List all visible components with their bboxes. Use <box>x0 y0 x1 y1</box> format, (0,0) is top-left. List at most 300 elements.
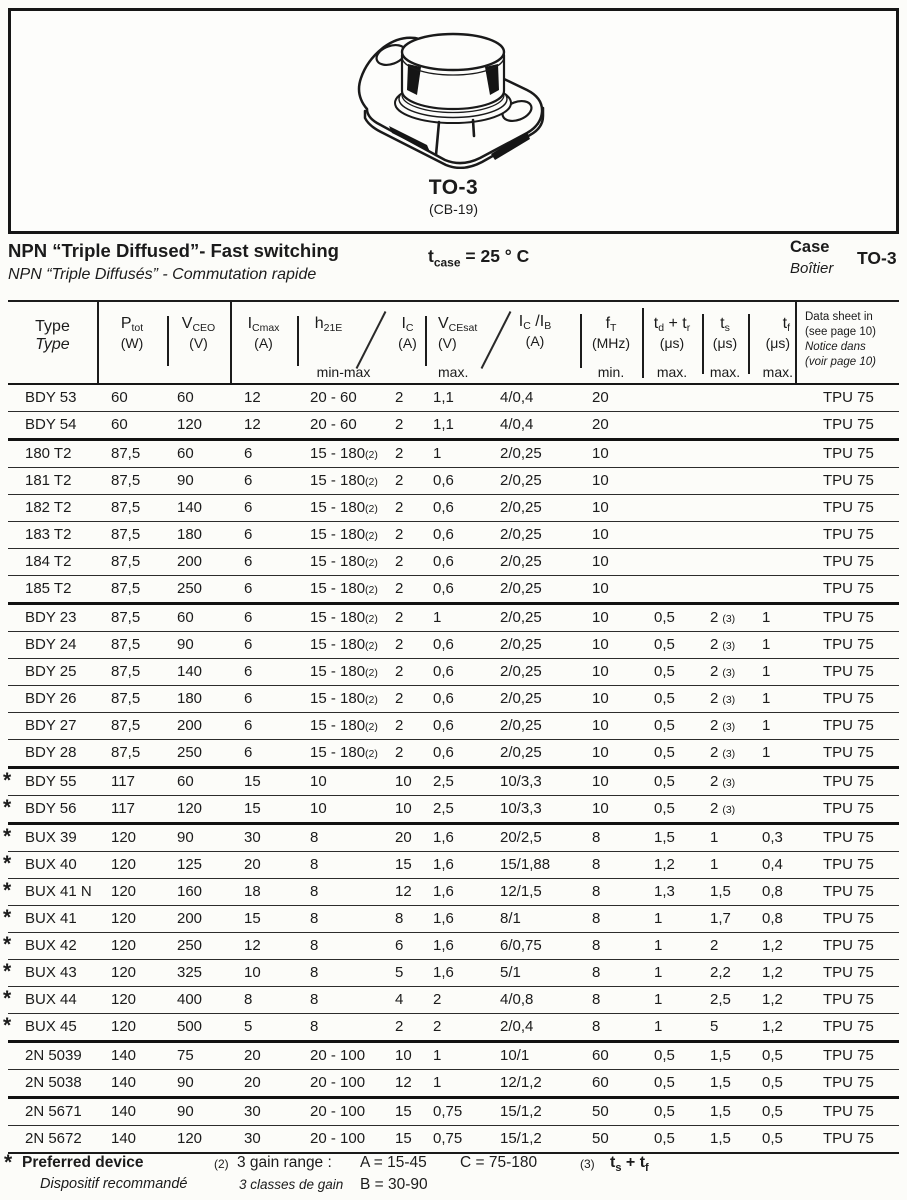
type-cell: BUX 41 <box>25 910 77 927</box>
ft-cell: 10 <box>592 663 609 680</box>
col-header-icmax: $I_{Cmax}$ (A) <box>247 315 280 351</box>
ic-cell: 2 <box>395 445 404 462</box>
ft-cell: 10 <box>592 717 609 734</box>
ts-cell: 2,2 <box>710 964 731 981</box>
vcesat-cell: 0,6 <box>433 499 454 516</box>
preferred-star-icon: * <box>3 987 12 1010</box>
table-row <box>8 522 899 549</box>
vceo-cell: 160 <box>177 883 203 900</box>
datasheet-cell: TPU 75 <box>823 472 874 489</box>
ts-cell: 1,5 <box>710 1047 731 1064</box>
ft-cell: 10 <box>592 553 609 570</box>
tf-cell <box>748 385 795 412</box>
table-row <box>8 713 899 740</box>
datasheet-cell: TPU 75 <box>823 910 874 927</box>
tdtr-cell: 0,5 <box>654 773 675 790</box>
type-cell: BDY 25 <box>25 663 77 680</box>
datasheet-cell: TPU 75 <box>823 690 874 707</box>
preferred-star-icon: * <box>3 796 12 819</box>
ic-cell: 2 <box>395 1018 404 1035</box>
table-row <box>8 659 899 686</box>
col-header-icib: $I_C$ $/I_B$ (A) <box>518 313 552 349</box>
h21e-cell: 8 <box>310 937 319 954</box>
icmax-cell: 20 <box>244 856 261 873</box>
icmax-cell: 20 <box>244 1074 261 1091</box>
ptot-cell: 120 <box>111 937 137 954</box>
icib-cell: 15/1,2 <box>500 1130 542 1147</box>
preferred-star-icon: * <box>3 769 12 792</box>
type-cell: BDY 56 <box>25 800 77 817</box>
icmax-cell: 6 <box>244 663 253 680</box>
col-header-vceo: $V_{CEO}$ (V) <box>181 315 216 351</box>
tdtr-cell: 0,5 <box>654 1130 675 1147</box>
datasheet-cell: TPU 75 <box>823 526 874 543</box>
ts-cell: 1,5 <box>710 1130 731 1147</box>
vceo-cell: 60 <box>177 445 194 462</box>
datasheet-cell: TPU 75 <box>823 856 874 873</box>
table-row <box>8 1126 899 1154</box>
type-cell: 185 T2 <box>25 580 72 597</box>
table-row <box>8 576 899 605</box>
ptot-cell: 87,5 <box>111 636 141 653</box>
col-header-ts: $t_s$ (μs) max. <box>709 315 741 380</box>
datasheet-cell: TPU 75 <box>823 445 874 462</box>
datasheet-cell: TPU 75 <box>823 773 874 790</box>
header-divider <box>580 314 582 368</box>
icib-cell: 2/0,25 <box>500 472 542 489</box>
ts-cell: 2 <box>710 744 719 761</box>
footnote-2-text-fr: 3 classes de gain <box>239 1177 344 1192</box>
header-divider <box>642 308 644 378</box>
tf-cell <box>748 495 795 522</box>
ft-cell: 10 <box>592 744 609 761</box>
tf-cell: 1 <box>762 609 771 626</box>
h21e-cell: 20 - 60 <box>310 389 357 406</box>
icib-cell: 12/1,5 <box>500 883 542 900</box>
icmax-cell: 6 <box>244 499 253 516</box>
table-row <box>8 412 899 441</box>
ts-cell: 1,7 <box>710 910 731 927</box>
vcesat-cell: 0,6 <box>433 580 454 597</box>
vcesat-cell: 1,6 <box>433 937 454 954</box>
ts-cell: 2,5 <box>710 991 731 1008</box>
icmax-cell: 30 <box>244 1130 261 1147</box>
table-row <box>8 1099 899 1126</box>
ft-cell: 8 <box>592 829 601 846</box>
table-row <box>8 468 899 495</box>
tdtr-cell: 0,5 <box>654 717 675 734</box>
ts-footnote-ref: (3) <box>722 667 736 679</box>
h21e-cell: 15 - 180 <box>310 499 366 516</box>
vceo-cell: 60 <box>177 609 194 626</box>
icmax-cell: 30 <box>244 1103 261 1120</box>
page-title-fr: NPN “Triple Diffusés” - Commutation rapide <box>8 266 317 283</box>
ptot-cell: 87,5 <box>111 609 141 626</box>
ts-footnote-ref: (3) <box>722 694 736 706</box>
vcesat-cell: 0,6 <box>433 472 454 489</box>
tf-cell <box>748 441 795 468</box>
table-row <box>3 933 899 960</box>
vceo-cell: 500 <box>177 1018 203 1035</box>
h21e-cell: 15 - 180 <box>310 690 366 707</box>
vceo-cell: 90 <box>177 829 194 846</box>
ptot-cell: 60 <box>111 389 128 406</box>
preferred-star-icon: * <box>3 906 12 929</box>
tf-cell <box>748 468 795 495</box>
vceo-cell: 180 <box>177 690 203 707</box>
icib-cell: 2/0,25 <box>500 690 542 707</box>
icib-cell: 2/0,25 <box>500 717 542 734</box>
ic-cell: 15 <box>395 1103 412 1120</box>
datasheet-cell: TPU 75 <box>823 937 874 954</box>
vcesat-cell: 1,1 <box>433 389 454 406</box>
vceo-cell: 120 <box>177 1130 203 1147</box>
table-row <box>8 441 899 468</box>
vceo-cell: 90 <box>177 1103 194 1120</box>
vcesat-cell: 1,1 <box>433 416 454 433</box>
tdtr-cell: 1 <box>654 910 663 927</box>
icib-cell: 10/3,3 <box>500 773 542 790</box>
tdtr-cell: 0,5 <box>654 690 675 707</box>
icib-cell: 15/1,2 <box>500 1103 542 1120</box>
vcesat-cell: 0,6 <box>433 690 454 707</box>
h21e-cell: 10 <box>310 773 327 790</box>
footnote-2-text: 3 gain range : <box>237 1154 332 1171</box>
ts-cell: 2 <box>710 609 719 626</box>
table-header <box>8 300 899 385</box>
tdtr-cell <box>642 385 702 412</box>
ic-cell: 15 <box>395 856 412 873</box>
tf-cell: 0,5 <box>762 1103 783 1120</box>
table-row <box>3 906 899 933</box>
ts-cell: 2 <box>710 937 719 954</box>
h21e-cell: 15 - 180 <box>310 717 366 734</box>
icib-cell: 15/1,88 <box>500 856 551 873</box>
table-row <box>3 960 899 987</box>
col-header-h21e: $h_{21E}$ min-max <box>314 315 371 380</box>
footnote-3-formula: $t_s + t_f$ <box>610 1154 649 1175</box>
vcesat-cell: 0,6 <box>433 717 454 734</box>
h21e-footnote-ref: (2) <box>365 694 378 706</box>
icmax-cell: 5 <box>244 1018 253 1035</box>
table-row <box>8 1070 899 1099</box>
h21e-cell: 10 <box>310 800 327 817</box>
h21e-footnote-ref: (2) <box>365 748 378 760</box>
ft-cell: 20 <box>592 389 609 406</box>
ts-footnote-ref: (3) <box>722 640 736 652</box>
table-row <box>8 495 899 522</box>
vcesat-cell: 1 <box>433 1047 442 1064</box>
header-divider <box>230 302 232 383</box>
type-cell: BUX 39 <box>25 829 77 846</box>
table-row <box>3 769 899 796</box>
table-row <box>3 1014 899 1043</box>
package-name: TO-3 <box>428 176 479 199</box>
ts-footnote-ref: (3) <box>722 721 736 733</box>
ft-cell: 10 <box>592 526 609 543</box>
vcesat-cell: 0,6 <box>433 553 454 570</box>
type-cell: 2N 5671 <box>25 1103 82 1120</box>
ic-cell: 2 <box>395 472 404 489</box>
ptot-cell: 117 <box>111 773 135 790</box>
vceo-cell: 120 <box>177 416 203 433</box>
tdtr-cell: 1 <box>654 991 663 1008</box>
ts-cell: 2 <box>710 773 719 790</box>
table-row <box>8 605 899 632</box>
ic-cell: 2 <box>395 499 404 516</box>
vcesat-cell: 1,6 <box>433 910 454 927</box>
ic-cell: 2 <box>395 609 404 626</box>
ft-cell: 10 <box>592 580 609 597</box>
ft-cell: 50 <box>592 1103 609 1120</box>
ic-cell: 12 <box>395 883 412 900</box>
preferred-star-icon: * <box>3 960 12 983</box>
package-code: (CB-19) <box>428 201 478 217</box>
vceo-cell: 200 <box>177 717 203 734</box>
icmax-cell: 6 <box>244 445 253 462</box>
vceo-cell: 60 <box>177 389 194 406</box>
type-cell: BDY 54 <box>25 416 77 433</box>
tf-cell <box>748 576 795 603</box>
icmax-cell: 10 <box>244 964 261 981</box>
ic-cell: 6 <box>395 937 404 954</box>
tf-cell: 1 <box>762 663 771 680</box>
ptot-cell: 87,5 <box>111 526 141 543</box>
ic-cell: 4 <box>395 991 404 1008</box>
ic-cell: 20 <box>395 829 412 846</box>
ft-cell: 10 <box>592 636 609 653</box>
header-divider <box>795 302 797 383</box>
ic-cell: 10 <box>395 1047 412 1064</box>
vcesat-cell: 1,6 <box>433 829 454 846</box>
tf-cell: 1,2 <box>762 937 783 954</box>
tdtr-cell: 0,5 <box>654 800 675 817</box>
icib-cell: 2/0,25 <box>500 499 542 516</box>
ts-cell: 1,5 <box>710 1074 731 1091</box>
ts-footnote-ref: (3) <box>722 804 736 816</box>
datasheet-cell: TPU 75 <box>823 964 874 981</box>
vceo-cell: 125 <box>177 856 203 873</box>
vcesat-cell: 0,6 <box>433 744 454 761</box>
vceo-cell: 325 <box>177 964 203 981</box>
datasheet-cell: TPU 75 <box>823 1047 874 1064</box>
h21e-cell: 8 <box>310 1018 319 1035</box>
datasheet-cell: TPU 75 <box>823 609 874 626</box>
ft-cell: 8 <box>592 964 601 981</box>
ic-cell: 12 <box>395 1074 412 1091</box>
vcesat-cell: 0,6 <box>433 526 454 543</box>
icmax-cell: 20 <box>244 1047 261 1064</box>
table-row <box>8 686 899 713</box>
tf-cell: 1,2 <box>762 1018 783 1035</box>
h21e-footnote-ref: (2) <box>365 640 378 652</box>
h21e-footnote-ref: (2) <box>365 584 378 596</box>
table-row <box>8 740 899 769</box>
tdtr-cell <box>642 441 702 468</box>
vceo-cell: 250 <box>177 744 203 761</box>
footnote-3-label: (3) <box>580 1157 595 1171</box>
type-cell: BDY 53 <box>25 389 77 406</box>
ic-cell: 2 <box>395 636 404 653</box>
device-table <box>3 300 899 1154</box>
tf-cell <box>748 549 795 576</box>
table-row <box>8 549 899 576</box>
footnotes <box>4 1151 899 1199</box>
table-row <box>3 852 899 879</box>
ft-cell: 60 <box>592 1047 609 1064</box>
tcase-condition: $t_{case} = 25$ ° C <box>428 246 530 270</box>
col-header-ft: $f_T$ (MHz) min. <box>591 315 631 380</box>
header-divider <box>425 316 427 366</box>
datasheet-cell: TPU 75 <box>823 1130 874 1147</box>
type-cell: 2N 5039 <box>25 1047 82 1064</box>
table-row <box>3 825 899 852</box>
type-cell: 181 T2 <box>25 472 72 489</box>
ts-cell: 2 <box>710 663 719 680</box>
datasheet-cell: TPU 75 <box>823 829 874 846</box>
preferred-star-icon: * <box>3 1014 12 1037</box>
icmax-cell: 12 <box>244 416 261 433</box>
ic-cell: 5 <box>395 964 404 981</box>
icmax-cell: 6 <box>244 580 253 597</box>
h21e-cell: 15 - 180 <box>310 580 366 597</box>
vcesat-cell: 0,6 <box>433 663 454 680</box>
icib-cell: 2/0,25 <box>500 636 542 653</box>
ptot-cell: 140 <box>111 1047 137 1064</box>
ic-cell: 2 <box>395 416 404 433</box>
tdtr-cell: 1,2 <box>654 856 675 873</box>
tdtr-cell <box>642 522 702 549</box>
datasheet-cell: TPU 75 <box>823 1018 874 1035</box>
icmax-cell: 15 <box>244 800 261 817</box>
tdtr-cell: 1 <box>654 937 663 954</box>
icib-cell: 2/0,25 <box>500 553 542 570</box>
header-divider <box>748 314 750 374</box>
tf-cell: 0,5 <box>762 1047 783 1064</box>
datasheet-cell: TPU 75 <box>823 883 874 900</box>
ic-cell: 2 <box>395 717 404 734</box>
ft-cell: 8 <box>592 1018 601 1035</box>
vceo-cell: 200 <box>177 910 203 927</box>
h21e-cell: 20 - 100 <box>310 1074 366 1091</box>
h21e-cell: 15 - 180 <box>310 553 366 570</box>
tf-cell: 1 <box>762 690 771 707</box>
type-cell: BUX 42 <box>25 937 77 954</box>
vceo-cell: 250 <box>177 580 203 597</box>
ft-cell: 8 <box>592 856 601 873</box>
type-cell: BUX 45 <box>25 1018 77 1035</box>
vcesat-cell: 1,6 <box>433 856 454 873</box>
tf-cell: 0,5 <box>762 1074 783 1091</box>
vceo-cell: 90 <box>177 472 194 489</box>
h21e-cell: 15 - 180 <box>310 744 366 761</box>
h21e-footnote-ref: (2) <box>365 721 378 733</box>
ts-cell: 1,5 <box>710 883 731 900</box>
ic-cell: 2 <box>395 744 404 761</box>
tdtr-cell: 0,5 <box>654 1074 675 1091</box>
vcesat-cell: 0,75 <box>433 1103 463 1120</box>
ts-footnote-ref: (3) <box>722 777 736 789</box>
ic-cell: 2 <box>395 526 404 543</box>
tdtr-cell <box>642 549 702 576</box>
icmax-cell: 6 <box>244 744 253 761</box>
preferred-star-icon: * <box>3 933 12 956</box>
tf-cell: 1 <box>762 717 771 734</box>
type-cell: 183 T2 <box>25 526 72 543</box>
footnote-2-label: (2) <box>214 1157 229 1171</box>
h21e-cell: 8 <box>310 991 319 1008</box>
type-cell: 2N 5672 <box>25 1130 82 1147</box>
type-cell: 2N 5038 <box>25 1074 82 1091</box>
tdtr-cell <box>642 495 702 522</box>
vcesat-cell: 1 <box>433 609 442 626</box>
type-cell: 184 T2 <box>25 553 72 570</box>
h21e-footnote-ref: (2) <box>365 667 378 679</box>
tf-cell: 0,8 <box>762 883 783 900</box>
icib-cell: 6/0,75 <box>500 937 542 954</box>
table-row <box>8 385 899 412</box>
type-cell: BUX 44 <box>25 991 77 1008</box>
ts-footnote-ref: (3) <box>722 613 736 625</box>
ts-cell: 2 <box>710 800 719 817</box>
ptot-cell: 87,5 <box>111 553 141 570</box>
tdtr-cell <box>642 412 702 439</box>
icmax-cell: 8 <box>244 991 253 1008</box>
ts-cell: 2 <box>710 636 719 653</box>
ptot-cell: 87,5 <box>111 744 141 761</box>
h21e-cell: 20 - 60 <box>310 416 357 433</box>
datasheet-cell: TPU 75 <box>823 553 874 570</box>
vcesat-cell: 1,6 <box>433 964 454 981</box>
ptot-cell: 87,5 <box>111 499 141 516</box>
ic-cell: 2 <box>395 690 404 707</box>
tf-cell <box>748 412 795 439</box>
ic-cell: 10 <box>395 773 412 790</box>
ft-cell: 10 <box>592 472 609 489</box>
icib-cell: 10/3,3 <box>500 800 542 817</box>
icmax-cell: 15 <box>244 910 261 927</box>
icmax-cell: 6 <box>244 553 253 570</box>
ts-footnote-ref: (3) <box>722 748 736 760</box>
tdtr-cell: 0,5 <box>654 1103 675 1120</box>
vcesat-cell: 2 <box>433 1018 442 1035</box>
page-title: NPN “Triple Diffused”- Fast switching <box>8 240 339 261</box>
datasheet-cell: TPU 75 <box>823 1103 874 1120</box>
h21e-cell: 15 - 180 <box>310 526 366 543</box>
icmax-cell: 12 <box>244 937 261 954</box>
ft-cell: 60 <box>592 1074 609 1091</box>
h21e-cell: 8 <box>310 910 319 927</box>
preferred-device-note-fr: Dispositif recommandé <box>40 1176 188 1192</box>
ptot-cell: 87,5 <box>111 663 141 680</box>
ts-cell: 5 <box>710 1018 719 1035</box>
vceo-cell: 60 <box>177 773 194 790</box>
ic-cell: 2 <box>395 663 404 680</box>
datasheet-cell: TPU 75 <box>823 499 874 516</box>
icmax-cell: 6 <box>244 609 253 626</box>
vcesat-cell: 0,75 <box>433 1130 463 1147</box>
ptot-cell: 60 <box>111 416 128 433</box>
icmax-cell: 6 <box>244 690 253 707</box>
ptot-cell: 87,5 <box>111 690 141 707</box>
icib-cell: 10/1 <box>500 1047 530 1064</box>
gain-range-a: A = 15-45 <box>360 1154 427 1171</box>
tf-cell: 0,5 <box>762 1130 783 1147</box>
type-cell: BDY 55 <box>25 773 77 790</box>
ts-cell: 1 <box>710 829 719 846</box>
datasheet-cell: TPU 75 <box>823 636 874 653</box>
type-cell: BDY 24 <box>25 636 77 653</box>
